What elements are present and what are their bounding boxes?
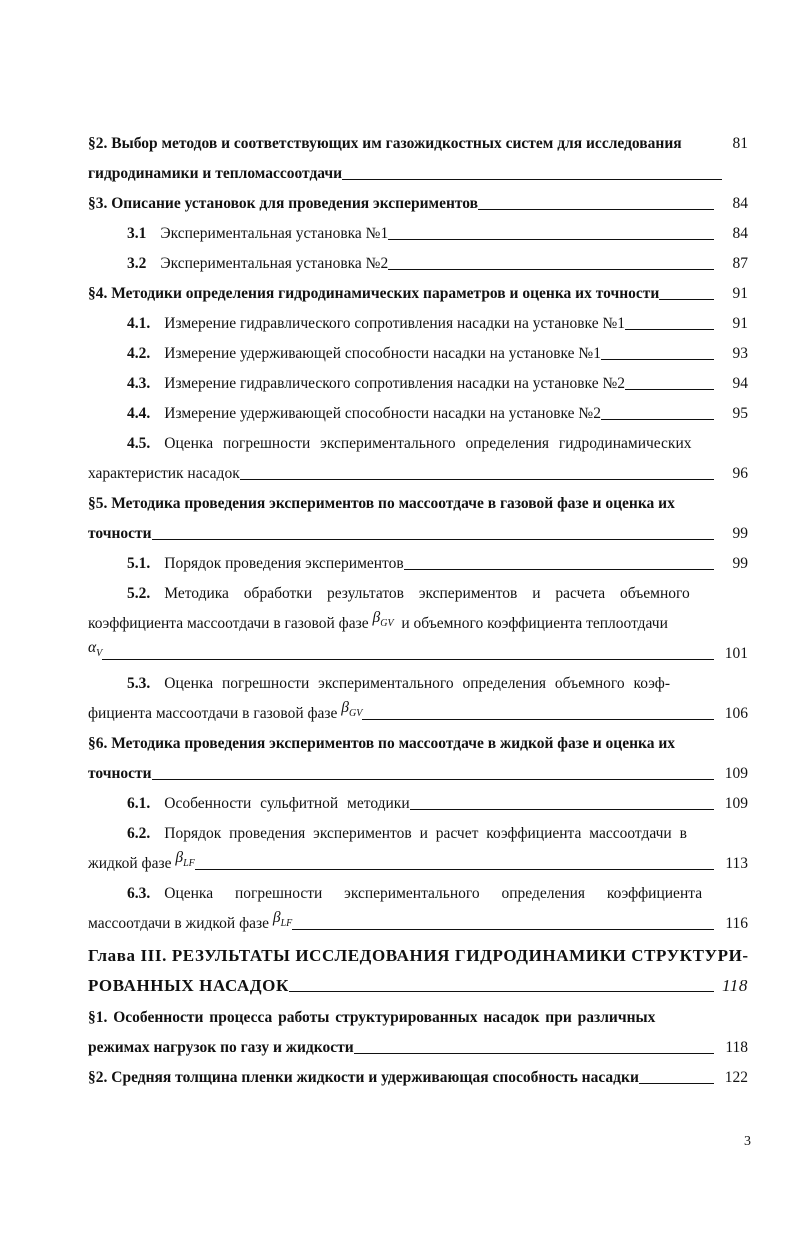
item-number: 6.1. (127, 795, 151, 812)
page-number: 3 (744, 1134, 751, 1149)
toc-chapter-3-entry-1-cont (88, 1034, 748, 1058)
entry-text: фициента массоотдачи в газовой фазе (88, 705, 338, 722)
entry-text: §1. Особенности процесса работы структурированных насадок при различных (88, 1009, 656, 1026)
toc-entry-4-2 (127, 340, 748, 364)
leader-line (289, 990, 714, 992)
leader-line (625, 388, 714, 390)
entry-text: §2. Средняя толщина пленки жидкости и удерживающая способность насадки (88, 1069, 639, 1086)
page-ref: 113 (725, 855, 748, 872)
toc-entry-6-1 (127, 790, 748, 814)
beta-lf-symbol: $\beta_{LF}$ (272, 908, 293, 929)
toc-entry-4-1 (127, 310, 748, 334)
page-ref: 93 (732, 345, 748, 362)
toc-entry-6-3-cont (88, 910, 748, 934)
page-ref: 106 (724, 705, 748, 722)
page-ref: 109 (724, 765, 748, 782)
entry-text: Экспериментальная установка №2 (160, 255, 389, 272)
page-ref: 99 (732, 525, 748, 542)
entry-text: Особенности сульфитной методики (164, 795, 410, 812)
toc-entry-4-4 (127, 400, 748, 424)
item-number: 3.1 (127, 225, 147, 242)
item-number: 3.2 (127, 255, 147, 272)
item-number: 5.2. (127, 585, 151, 602)
leader-line (388, 268, 714, 270)
leader-line (601, 358, 714, 360)
toc-entry-6-2 (127, 820, 727, 844)
toc-entry-6-3 (127, 880, 727, 904)
page-ref: 95 (732, 405, 748, 422)
leader-line (388, 238, 714, 240)
leader-line (404, 568, 714, 570)
item-number: 4.2. (127, 345, 151, 362)
toc-entry-5-2-end (88, 640, 748, 664)
item-number: 5.1. (127, 555, 151, 572)
chapter-title: Глава III. РЕЗУЛЬТАТЫ ИССЛЕДОВАНИЯ ГИДРОДИНАМИКИ СТРУКТУРИ- (88, 946, 749, 965)
toc-entry-4 (88, 280, 748, 304)
leader-line (152, 778, 714, 780)
beta-gv-symbol: $\beta_{GV}$ (372, 608, 394, 629)
entry-text: Оценка погрешности экспериментального определения объемного коэф- (164, 675, 670, 692)
leader-line (195, 868, 714, 870)
entry-text: и объемного коэффициента теплоотдачи (401, 615, 668, 632)
page-ref: 84 (732, 195, 748, 212)
entry-text: Оценка погрешности экспериментального определения гидродинамических (164, 435, 692, 452)
page-ref: 87 (732, 255, 748, 272)
leader-line (601, 418, 714, 420)
alpha-v-symbol: $\alpha_V$ (88, 638, 103, 659)
toc-entry-2-title (88, 130, 748, 154)
page-ref: 91 (732, 315, 748, 332)
page-ref: 99 (732, 555, 748, 572)
leader-line (362, 718, 714, 720)
entry-text: точности (88, 525, 152, 542)
page-ref: 122 (724, 1069, 748, 1086)
page-ref: 116 (725, 915, 748, 932)
leader-line (342, 178, 722, 180)
page-ref: 81 (732, 135, 748, 152)
leader-line (102, 658, 714, 660)
item-number: 4.4. (127, 405, 151, 422)
leader-line (354, 1052, 714, 1054)
toc-entry-5-cont (88, 520, 748, 544)
page-ref: 94 (732, 375, 748, 392)
entry-text: режимах нагрузок по газу и жидкости (88, 1039, 354, 1056)
toc-entry-4-5 (127, 430, 727, 454)
entry-text: Измерение гидравлического сопротивления насадки на установке №2 (164, 375, 625, 392)
toc-entry-5-3 (127, 670, 727, 694)
toc-entry-3-2 (127, 250, 748, 274)
leader-line (659, 298, 714, 300)
leader-line (639, 1082, 714, 1084)
entry-text: §4. Методики определения гидродинамических параметров и оценка их точности (88, 285, 660, 302)
entry-text: характеристик насадок (88, 465, 240, 482)
leader-line (152, 538, 714, 540)
entry-text: Порядок проведения экспериментов (164, 555, 404, 572)
page-ref: 84 (732, 225, 748, 242)
entry-text: Измерение удерживающей способности насадки на установке №1 (164, 345, 601, 362)
leader-line (240, 478, 714, 480)
page-ref: 118 (721, 976, 748, 995)
beta-lf-symbol: $\beta_{LF}$ (175, 848, 195, 869)
toc-entry-3-1 (127, 220, 748, 244)
entry-text: коэффициента массоотдачи в газовой фазе (88, 615, 369, 632)
item-number: 4.5. (127, 435, 151, 452)
toc-entry-6-2-cont (88, 850, 748, 874)
toc-entry-6 (88, 730, 728, 754)
entry-text: жидкой фазе (88, 855, 172, 872)
leader-line (625, 328, 714, 330)
entry-text: массоотдачи в жидкой фазе (88, 915, 269, 932)
item-number: 6.2. (127, 825, 151, 842)
toc-entry-3 (88, 190, 748, 214)
page-ref: 101 (724, 645, 748, 662)
toc-chapter-3-entry-2 (88, 1064, 748, 1088)
item-number: 6.3. (127, 885, 151, 902)
page-ref: 96 (732, 465, 748, 482)
item-number: 4.1. (127, 315, 151, 332)
toc-chapter-3 (88, 942, 749, 966)
toc-entry-4-5-cont (88, 460, 748, 484)
entry-text: Измерение удерживающей способности насадки на установке №2 (164, 405, 601, 422)
entry-text: Методика обработки результатов экспериментов и расчета объемного (164, 585, 690, 602)
leader-line (478, 208, 714, 210)
entry-text: §6. Методика проведения экспериментов по массоотдаче в жидкой фазе и оценка их (88, 735, 676, 752)
toc-entry-5-3-cont (88, 700, 748, 724)
entry-text: гидродинамики и тепломассоотдачи (88, 165, 343, 182)
toc-entry-5-2-cont (88, 610, 728, 634)
item-number: 4.3. (127, 375, 151, 392)
toc-entry-4-3 (127, 370, 748, 394)
entry-text: Оценка погрешности экспериментального определения коэффициента (164, 885, 703, 902)
entry-text: Порядок проведения экспериментов и расчет коэффициента массоотдачи в (164, 825, 687, 842)
item-number: 5.3. (127, 675, 151, 692)
entry-text: Экспериментальная установка №1 (160, 225, 389, 242)
entry-text: точности (88, 765, 152, 782)
entry-text: §3. Описание установок для проведения экспериментов (88, 195, 479, 212)
leader-line (292, 928, 714, 930)
toc-entry-2-cont (88, 160, 748, 184)
page-ref: 109 (724, 795, 748, 812)
beta-gv-symbol: $\beta_{GV}$ (341, 698, 363, 719)
toc-entry-5 (88, 490, 728, 514)
chapter-title: РОВАННЫХ НАСАДОК (88, 976, 289, 995)
entry-text: §5. Методика проведения экспериментов по массоотдаче в газовой фазе и оценка их (88, 495, 675, 512)
toc-entry-5-2 (127, 580, 727, 604)
entry-text: §2. Выбор методов и соответствующих им газожидкостных систем для исследования (88, 135, 682, 152)
entry-text: Измерение гидравлического сопротивления насадки на установке №1 (164, 315, 625, 332)
leader-line (410, 808, 714, 810)
toc-chapter-3-entry-1 (88, 1004, 728, 1028)
page-ref: 91 (732, 285, 748, 302)
page-ref: 118 (725, 1039, 748, 1056)
toc-entry-5-1 (127, 550, 748, 574)
toc-chapter-3-cont (88, 972, 748, 996)
toc-entry-6-cont (88, 760, 748, 784)
